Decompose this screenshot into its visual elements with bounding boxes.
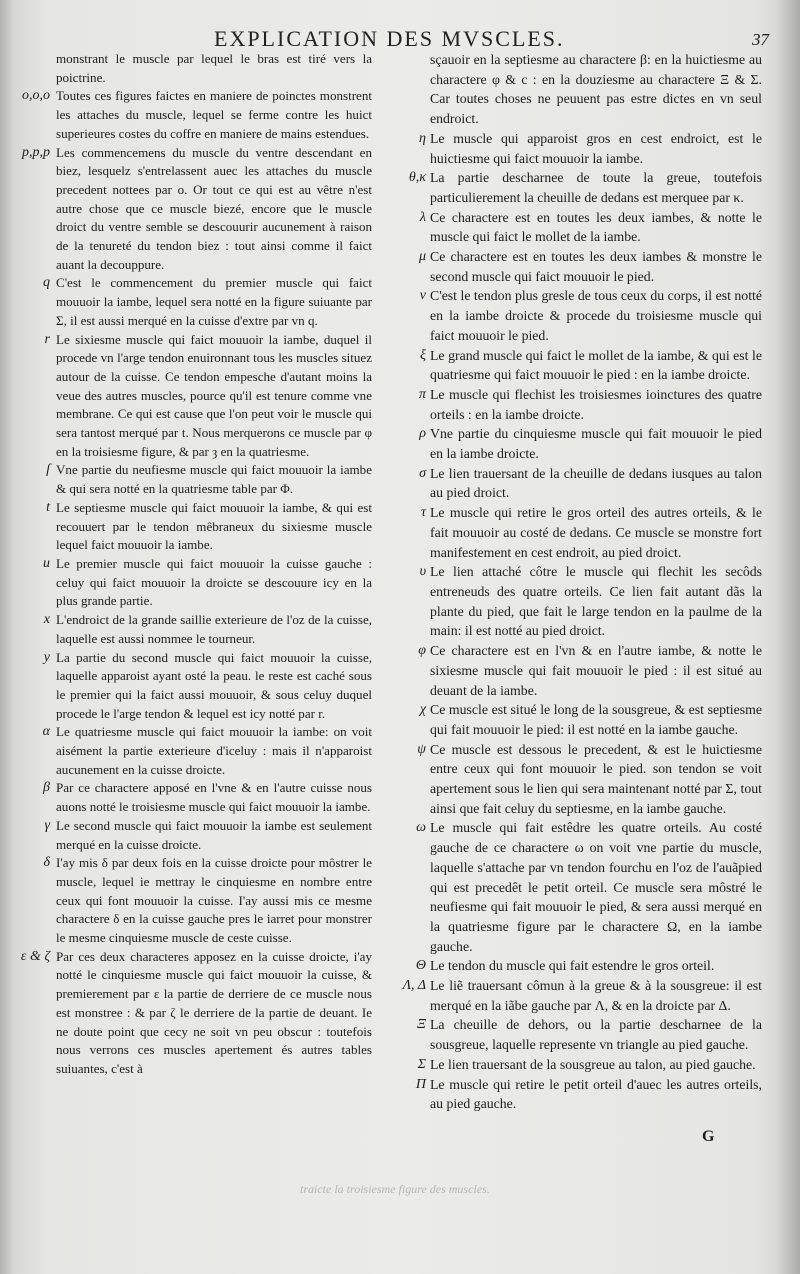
bleed-through-text: traicte la troisiesme figure des muscles.: [300, 1182, 490, 1196]
entry-marker: ſ: [46, 462, 50, 478]
entry-text: sçauoir en la septiesme au charactere β: en la huictiesme au charactere φ & c : en la douziesme au charactere Ξ & Σ. Car toutes choses ne peuuent pas estre dictes en vn seul endroict.: [430, 52, 762, 127]
annotation-entry: [408, 208, 762, 247]
entry-text: Le muscle qui retire le gros orteil des autres orteils, & le fait mouuoir au costé de dedans. Ce muscle se monstre fort manifestement en cest endroit, au pied droict.: [430, 505, 762, 560]
annotation-entry: [408, 168, 762, 207]
annotation-entry: [24, 723, 372, 779]
entry-text: La partie du second muscle qui faict mouuoir la cuisse, laquelle apparoist ayant osté la peau. le reste est caché sous le premier qui la faict aussi mouuoir, & sous celuy duquel procede le l'arge tendon & lequel est icy notté par r.: [56, 649, 372, 721]
entry-text: Le grand muscle qui faict le mollet de la iambe, & qui est le quatriesme qui faict mouuoir le pied : en la iambe droicte.: [430, 347, 762, 383]
annotation-entry: [24, 461, 372, 498]
entry-text: Le lien trauersant de la sousgreue au talon, au pied gauche.: [430, 1056, 756, 1072]
entry-text: La partie descharnee de toute la greue, toutefois particulierement la cheuille de dedans est merquee par κ.: [430, 170, 762, 205]
annotation-entry: [24, 499, 372, 555]
entry-marker: u: [43, 555, 50, 571]
entry-marker: θ,κ: [408, 170, 426, 186]
annotation-entry: [24, 611, 372, 648]
annotation-entry: [408, 700, 762, 739]
entry-marker: ρ: [419, 426, 426, 442]
entry-marker: υ: [419, 564, 426, 580]
entry-text: Ce charactere est en toutes les deux iambes & monstre le second muscle qui faict mouuoir le pied.: [430, 249, 762, 284]
entry-marker: Λ, Δ: [402, 978, 426, 994]
entry-marker: ξ: [420, 347, 426, 363]
entry-marker: ψ: [417, 741, 426, 757]
annotation-entry: [408, 818, 762, 956]
annotation-entry: [408, 346, 762, 385]
entry-text: Le septiesme muscle qui faict mouuoir la iambe, & qui est recouuert par le tendon mêbraneux du sixiesme muscle lequel faict mouuoir la iambe.: [56, 499, 372, 553]
annotation-entry: [24, 649, 372, 724]
annotation-entry: [408, 247, 762, 286]
annotation-entry: [24, 274, 372, 330]
annotation-entry: [408, 286, 762, 345]
entry-text: Le muscle qui fait estêdre les quatre orteils. Au costé gauche de ce charactere ω on voit vne partie du muscle, laquelle s'attache par vn tendon fourchu en l'oz de l'auãpied qui est precedêt le petit orteil. Ce muscle sera môstré le neufiesme qui fait mouuoir le pied, & sera aussi merqué en la quatriesme figure par le charactere Ω, en la iambe gauche.: [430, 820, 762, 954]
entry-marker: o,o,o: [22, 88, 50, 104]
entry-marker: ν: [419, 288, 426, 304]
annotation-entry: [408, 641, 762, 700]
annotation-entry: [408, 503, 762, 562]
entry-text: Par ce charactere apposé en l'vne & en l'autre cuisse nous auons notté le troisiesme muscle qui faict mouuoir la iambe.: [56, 780, 372, 815]
annotation-entry: [408, 562, 762, 641]
annotation-entry: [408, 424, 762, 463]
entry-text: C'est le tendon plus gresle de tous ceux du corps, il est notté en la iambe droicte & procede du troisiesme muscle qui faict mouuoir le pied.: [430, 288, 762, 343]
running-title: EXPLICATION DES MVSCLES.: [214, 26, 565, 51]
catchword: G: [702, 1128, 715, 1145]
entry-marker: σ: [419, 465, 426, 481]
annotation-entry: [24, 779, 372, 816]
page-header: [0, 26, 800, 50]
entry-text: Le lien trauersant de la cheuille de dedans iusques au talon au pied droict.: [430, 465, 762, 501]
entry-marker: q: [43, 275, 50, 291]
entry-marker: τ: [420, 505, 426, 521]
entry-marker: γ: [44, 817, 50, 833]
entry-marker: p,p,p: [22, 144, 50, 160]
entry-text: C'est le commencement du premier muscle qui faict mouuoir la iambe, lequel sera notté en la figure suiuante par Σ, il est aussi merqué en la cuisse d'extre par vn q.: [56, 275, 372, 328]
entry-text: Le premier muscle qui faict mouuoir la cuisse gauche : celuy qui faict mouuoir la droicte se descouure icy en la plus grande partie.: [56, 555, 372, 609]
entry-text: Le muscle qui retire le petit orteil d'auec les autres orteils, au pied gauche.: [430, 1076, 762, 1112]
entry-text: Toutes ces figures faictes en maniere de poinctes monstrent les attaches du muscle, lequel se ferme contre les huict superieures costes du coffre en maniere de mains estendues.: [56, 88, 372, 141]
entry-text: Vne partie du cinquiesme muscle qui fait mouuoir le pied en la iambe droicte.: [430, 426, 762, 462]
entry-marker: α: [42, 724, 50, 740]
entry-marker: ω: [416, 820, 426, 836]
right-column: [402, 50, 762, 1114]
annotation-entry: [402, 976, 762, 1015]
entry-text: L'endroict de la grande saillie exterieure de l'oz de la cuisse, laquelle est aussi nommee le tourneur.: [56, 612, 372, 646]
entry-marker: ε & ζ: [20, 948, 50, 964]
entry-text: Vne partie du neufiesme muscle qui faict mouuoir la iambe & qui sera notté en la quatriesme table par Φ.: [56, 462, 372, 497]
annotation-entry: [24, 854, 372, 948]
annotation-entry: [20, 948, 372, 1079]
entry-marker: x: [43, 612, 50, 628]
entry-marker: η: [419, 130, 426, 146]
annotation-entry: [408, 1055, 762, 1075]
entry-marker: φ: [418, 643, 426, 659]
entry-text: Ce charactere est en l'vn & en l'autre iambe, & notte le sixiesme muscle qui fait mouuoir le pied : il est situé au deuant de la iambe.: [430, 643, 762, 698]
entry-text: La cheuille de dehors, ou la partie descharnee de la sousgreue, laquelle represente vn triangle au pied gauche.: [430, 1017, 762, 1053]
annotation-entry: [408, 464, 762, 503]
entry-text: Ce muscle est situé le long de la sousgreue, & est septiesme qui fait mouuoir le pied: il est notté en la iambe gauche.: [430, 702, 762, 737]
annotation-entry: [408, 1015, 762, 1054]
entry-marker: Ξ: [417, 1017, 426, 1033]
entry-text: Le muscle qui flechist les troisiesmes ioinctures des quatre orteils : en la iambe droicte.: [430, 386, 762, 422]
annotation-entry: [408, 740, 762, 819]
entry-text: Ce charactere est en toutes les deux iambes, & notte le muscle qui faict le mollet de la iambe.: [430, 209, 762, 245]
page-number: 37: [752, 30, 769, 49]
page-edge-left: [0, 0, 14, 1274]
entry-marker: r: [44, 331, 50, 347]
entry-text: Le quatriesme muscle qui faict mouuoir la iambe: on voit aisément la partie exterieure d'iceluy : mais il n'apparoist aucunement en la cuisse droicte.: [56, 724, 372, 777]
annotation-entry: [408, 385, 762, 424]
annotation-entry: [24, 331, 372, 462]
entry-text: Le liẽ trauersant cômun à la greue & à la sousgreue: il est merqué en la iãbe gauche par Λ, & en la droicte par Δ.: [430, 978, 762, 1013]
page-edge-right: [776, 0, 800, 1274]
entry-marker: y: [43, 649, 50, 665]
entry-text: Le second muscle qui faict mouuoir la iambe est seulement merqué en la cuisse droicte.: [56, 817, 372, 852]
annotation-entry: [24, 817, 372, 854]
annotation-entry: [408, 129, 762, 168]
annotation-entry: [408, 50, 762, 129]
entry-text: I'ay mis δ par deux fois en la cuisse droicte pour môstrer le muscle, lequel ie mettray le cinquiesme en nombre entre ceux qui font mouuoir la cuisse. I'ay aussi mis ce mesme charactere δ en la cuisse gauche pres le iarret pour monstrer le mesme cinquiesme muscle de ceste cuisse.: [56, 855, 372, 946]
entry-text: Par ces deux characteres apposez en la cuisse droicte, i'ay notté le cinquiesme muscle qui faict mouuoir la cuisse, & premierement par ε la partie de derriere de ce muscle nous est monstree : & par ζ le derriere de la partie de deuant. Ie ne doute point que cecy ne soit vn peu obscur : toutefois nous verrons ces muscles apertement és autres tables suiuantes, c'est à: [56, 948, 372, 1076]
annotation-entry: [24, 144, 372, 275]
left-column: [20, 50, 372, 1079]
entry-marker: Σ: [417, 1056, 426, 1072]
entry-text: Le lien attaché côtre le muscle qui flechit les secôds entreneuds des quatre orteils. Ce lien fait autant dãs la plante du pied, que fait le large tendon en la paulme de la main: il est notté au pied droict.: [430, 564, 762, 639]
annotation-entry: [408, 956, 762, 976]
entry-text: Le tendon du muscle qui fait estendre le gros orteil.: [430, 958, 715, 974]
entry-marker: χ: [419, 702, 426, 718]
entry-marker: μ: [418, 249, 426, 265]
entry-marker: λ: [419, 209, 426, 225]
entry-marker: Θ: [415, 958, 426, 974]
entry-marker: β: [43, 780, 50, 796]
entry-text: Les commencemens du muscle du ventre descendant en biez, lesquelz s'entrelassent auec les attaches du muscle precedent nottees par o. Or tout ce qui est au vêtre n'est autre chose que ce muscle biezé, encore que le muscle droict du ventre semble se descouurir aucunement à raison de la tenureté du tendon biez : tout ainsi comme il faict auant la decouppure.: [56, 144, 372, 272]
entry-text: Ce muscle est dessous le precedent, & est le huictiesme entre ceux qui font mouuoir le pied. son tendon se voit apertement sous le lien qui sera maintenant notté par Σ, tout ainsi que fait celuy du septiesme, en la iambe gauche.: [430, 741, 762, 816]
entry-text: Le sixiesme muscle qui faict mouuoir la iambe, duquel il procede vn l'arge tendon enuironnant tous les muscles situez autour de la cuisse. Ce tendon empesche d'autant moins la veue des autres muscles, pource qu'il est tenure comme vne membrane. Ce qui est cause que l'on peut voir le muscle qui sera tantost merqué par t. Nous merquerons ce muscle par φ en la troisiesme figure, & par ȝ en la quatriesme.: [56, 331, 372, 459]
entry-marker: Π: [415, 1076, 426, 1092]
entry-marker: t: [46, 499, 50, 515]
entry-marker: δ: [43, 855, 50, 871]
annotation-entry: [24, 87, 372, 143]
annotation-entry: [24, 555, 372, 611]
entry-text: Le muscle qui apparoist gros en cest endroict, est le huictiesme qui faict mouuoir la iambe.: [430, 130, 762, 166]
entry-marker: π: [418, 386, 426, 402]
entry-text: monstrant le muscle par lequel le bras est tiré vers la poictrine.: [56, 51, 372, 85]
annotation-entry: [24, 50, 372, 87]
annotation-entry: [408, 1075, 762, 1114]
